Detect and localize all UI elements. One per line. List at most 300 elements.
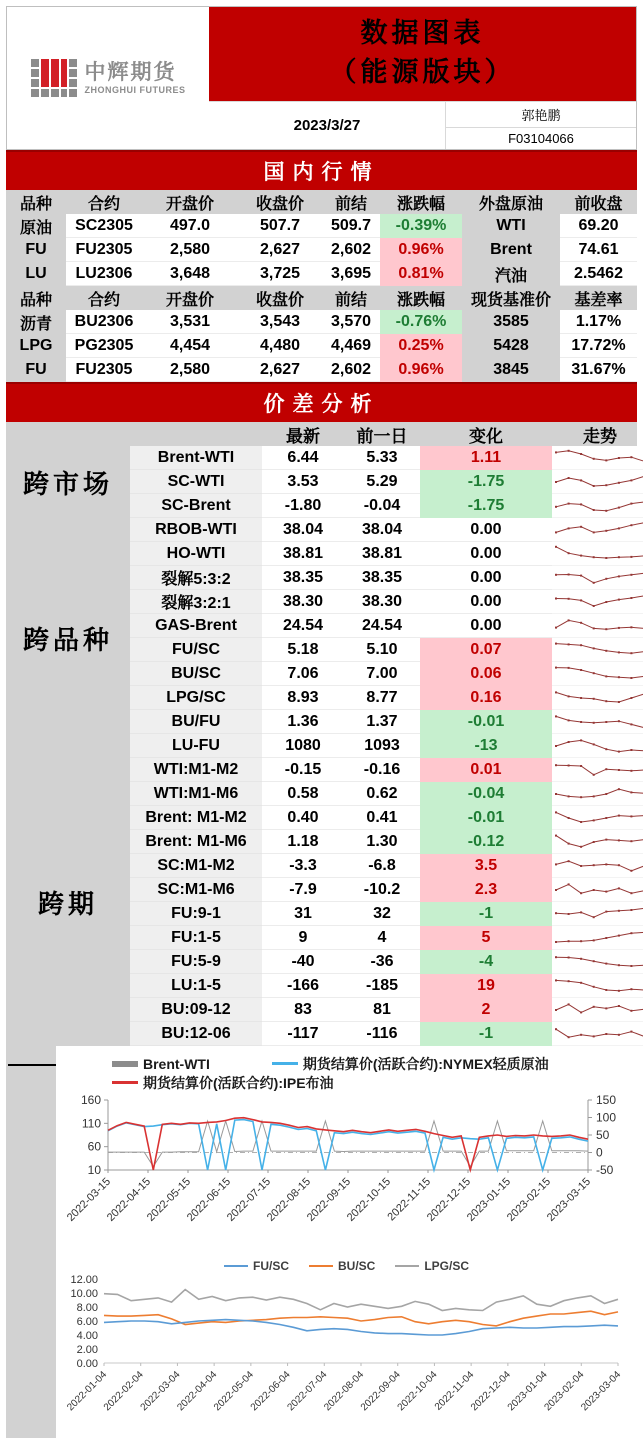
legend-label: BU/SC: [337, 1259, 376, 1274]
svg-text:2.00: 2.00: [76, 1344, 98, 1357]
zhonghui-logo-icon: [31, 59, 77, 97]
spread-trend-cell: [552, 494, 643, 518]
spread-trend-cell: [552, 782, 643, 806]
svg-text:2022-06-04: 2022-06-04: [248, 1369, 293, 1414]
spread-name: WTI:M1-M2: [130, 758, 262, 782]
spread-trend-cell: [552, 686, 643, 710]
spread-change: -13: [420, 734, 552, 758]
svg-text:160: 160: [80, 1093, 101, 1108]
legend-swatch-icon: [112, 1061, 138, 1067]
spread-latest: 1080: [262, 734, 344, 758]
svg-text:2022-02-04: 2022-02-04: [101, 1369, 146, 1414]
spread-trend-cell: [552, 878, 643, 902]
contract-code: BU2306: [66, 310, 142, 334]
spread-latest: 8.93: [262, 686, 344, 710]
spread-change: -1: [420, 902, 552, 926]
spread-change: 1.11: [420, 446, 552, 470]
spread-change: 5: [420, 926, 552, 950]
spread-name: BU:09-12: [130, 998, 262, 1022]
spread-trend-cell: [552, 590, 643, 614]
legend-swatch-icon: [224, 1265, 248, 1267]
svg-text:2022-03-15: 2022-03-15: [64, 1175, 114, 1225]
spread-trend-cell: [552, 926, 643, 950]
legend-label: 期货结算价(活跃合约):IPE布油: [143, 1074, 334, 1091]
spread-name: BU/SC: [130, 662, 262, 686]
spread-column-header-2: 变化: [469, 426, 503, 446]
close-price: 2,627: [238, 238, 322, 262]
legend-item: [272, 1054, 549, 1074]
reference-name: WTI: [496, 217, 526, 235]
spread-previous: 4: [344, 926, 420, 950]
column-header-7: 基差率: [574, 291, 623, 309]
spread-name: SC-Brent: [130, 494, 262, 518]
spread-change: 0.06: [420, 662, 552, 686]
contract-code: SC2305: [66, 214, 142, 238]
svg-text:2022-05-04: 2022-05-04: [212, 1369, 256, 1414]
svg-text:2022-12-15: 2022-12-15: [424, 1175, 474, 1225]
svg-text:2022-07-04: 2022-07-04: [285, 1369, 330, 1414]
svg-text:2023-02-04: 2023-02-04: [542, 1369, 587, 1414]
spread-name: SC:M1-M6: [130, 878, 262, 902]
spread-previous: -36: [344, 950, 420, 974]
spread-latest: -3.3: [262, 854, 344, 878]
price-history-chart: [56, 1092, 636, 1244]
spread-latest: 83: [262, 998, 344, 1022]
reference-name: 5428: [493, 337, 529, 355]
spread-name: FU:1-5: [130, 926, 262, 950]
trend-sparkline: [552, 903, 643, 925]
price-chart-panel: [56, 1046, 637, 1249]
brand-name-cn: 中辉期货: [84, 60, 177, 84]
column-header-5: 涨跌幅: [396, 291, 445, 309]
reference-value: 1.17%: [560, 310, 637, 334]
spread-trend-cell: [552, 854, 643, 878]
spread-change: 19: [420, 974, 552, 998]
trend-sparkline: [552, 927, 643, 949]
svg-text:2022-06-15: 2022-06-15: [184, 1175, 234, 1225]
legend-swatch-icon: [272, 1062, 298, 1065]
report-title: [209, 7, 636, 101]
spread-change: 2: [420, 998, 552, 1022]
ratio-chart-panel: [56, 1249, 637, 1438]
open-price: 2,580: [142, 238, 238, 262]
reference-value: 74.61: [560, 238, 637, 262]
trend-sparkline: [552, 735, 643, 757]
spread-previous: -6.8: [344, 854, 420, 878]
svg-text:2022-10-15: 2022-10-15: [344, 1175, 394, 1225]
spread-trend-cell: [552, 566, 643, 590]
legend-label: LPG/SC: [424, 1259, 469, 1274]
spread-latest: 9: [262, 926, 344, 950]
svg-text:2022-03-04: 2022-03-04: [138, 1369, 183, 1414]
open-price: 3,531: [142, 310, 238, 334]
report-header: [6, 6, 637, 150]
brand-name-en: ZHONGHUI FUTURES: [84, 84, 186, 95]
spread-trend-cell: [552, 974, 643, 998]
close-price: 2,627: [238, 358, 322, 382]
pre-settle-price: 3,570: [322, 310, 380, 334]
open-price: 3,648: [142, 262, 238, 286]
spread-latest: -0.15: [262, 758, 344, 782]
legend-item: [224, 1259, 289, 1273]
trend-sparkline: [552, 1023, 643, 1045]
spread-change: 3.5: [420, 854, 552, 878]
trend-sparkline: [552, 663, 643, 685]
spread-latest: -40: [262, 950, 344, 974]
close-price: 4,480: [238, 334, 322, 358]
table-end-rule: [8, 1064, 56, 1066]
spread-latest: -166: [262, 974, 344, 998]
spread-group-label-0: 跨市场: [22, 468, 113, 499]
pre-settle-price: 4,469: [322, 334, 380, 358]
spread-change: 0.01: [420, 758, 552, 782]
spread-name: 裂解5:3:2: [130, 566, 262, 590]
column-header-6: 现货基准价: [470, 291, 551, 309]
trend-sparkline: [552, 807, 643, 829]
spread-name: BU:12-06: [130, 1022, 262, 1046]
spread-trend-cell: [552, 470, 643, 494]
reference-value: 2.5462: [560, 262, 637, 286]
spread-latest: 38.04: [262, 518, 344, 542]
legend-label: FU/SC: [252, 1259, 289, 1274]
commodity-name: 沥青: [19, 315, 52, 333]
spread-change: -1: [420, 1022, 552, 1046]
spread-trend-cell: [552, 830, 643, 854]
change-percent: 0.96%: [380, 358, 462, 382]
spread-trend-cell: [552, 758, 643, 782]
trend-sparkline: [552, 999, 643, 1021]
legend-item: [309, 1259, 375, 1273]
spread-analysis-table: [6, 422, 637, 1046]
legend-item: [112, 1056, 210, 1072]
spread-previous: 0.41: [344, 806, 420, 830]
spread-latest: 31: [262, 902, 344, 926]
spread-trend-cell: [552, 998, 643, 1022]
analyst-name: 郭艳鹏: [446, 102, 636, 128]
column-header-4: 前结: [334, 195, 367, 213]
reference-name: 汽油: [494, 267, 527, 285]
svg-text:2023-01-04: 2023-01-04: [505, 1369, 550, 1414]
spread-trend-cell: [552, 542, 643, 566]
spread-latest: 1.36: [262, 710, 344, 734]
spread-name: BU/FU: [130, 710, 262, 734]
spread-name: LPG/SC: [130, 686, 262, 710]
svg-text:8.00: 8.00: [76, 1302, 98, 1315]
svg-text:2022-09-15: 2022-09-15: [304, 1175, 354, 1225]
change-percent: 0.96%: [380, 238, 462, 262]
spread-previous: -0.16: [344, 758, 420, 782]
svg-text:2022-07-15: 2022-07-15: [224, 1175, 274, 1225]
legend-swatch-icon: [112, 1081, 138, 1084]
spread-banner: 价差分析: [6, 382, 637, 422]
spread-trend-cell: [552, 734, 643, 758]
contract-code: FU2305: [66, 358, 142, 382]
spread-latest: -7.9: [262, 878, 344, 902]
spread-name: FU/SC: [130, 638, 262, 662]
column-header-1: 合约: [87, 291, 120, 309]
svg-text:2022-12-04: 2022-12-04: [469, 1369, 513, 1414]
spread-name: Brent: M1-M2: [130, 806, 262, 830]
spread-latest: 38.35: [262, 566, 344, 590]
spread-previous: 81: [344, 998, 420, 1022]
svg-text:110: 110: [81, 1116, 101, 1131]
spread-change: -0.04: [420, 782, 552, 806]
svg-text:0.00: 0.00: [76, 1358, 98, 1371]
trend-sparkline: [552, 855, 643, 877]
spread-trend-cell: [552, 710, 643, 734]
svg-text:10.00: 10.00: [70, 1288, 98, 1301]
spread-change: -0.01: [420, 710, 552, 734]
svg-text:2022-08-04: 2022-08-04: [322, 1369, 367, 1414]
spread-name: HO-WTI: [130, 542, 262, 566]
legend-item: [395, 1259, 469, 1273]
spread-previous: 7.00: [344, 662, 420, 686]
spread-previous: 38.04: [344, 518, 420, 542]
svg-text:60: 60: [87, 1139, 101, 1154]
column-header-0: 品种: [19, 195, 52, 213]
spread-name: GAS-Brent: [130, 614, 262, 638]
change-percent: -0.39%: [380, 214, 462, 238]
trend-sparkline: [552, 567, 643, 589]
spread-trend-cell: [552, 806, 643, 830]
column-header-0: 品种: [19, 291, 52, 309]
svg-text:150: 150: [596, 1093, 617, 1108]
spread-change: 0.00: [420, 614, 552, 638]
close-price: 3,725: [238, 262, 322, 286]
spread-name: RBOB-WTI: [130, 518, 262, 542]
change-percent: -0.76%: [380, 310, 462, 334]
change-percent: 0.25%: [380, 334, 462, 358]
reference-name: 3585: [493, 313, 529, 331]
contract-code: FU2305: [66, 238, 142, 262]
spread-change: -0.12: [420, 830, 552, 854]
svg-text:100: 100: [596, 1110, 617, 1125]
svg-text:50: 50: [596, 1128, 610, 1143]
spread-change: -0.01: [420, 806, 552, 830]
spread-change: 0.16: [420, 686, 552, 710]
spread-trend-cell: [552, 638, 643, 662]
spread-name: SC:M1-M2: [130, 854, 262, 878]
trend-sparkline: [552, 591, 643, 613]
spread-trend-cell: [552, 662, 643, 686]
reference-name: Brent: [490, 241, 532, 259]
spread-name: WTI:M1-M6: [130, 782, 262, 806]
svg-text:2022-04-15: 2022-04-15: [104, 1175, 154, 1225]
ratio-history-chart: [56, 1273, 636, 1433]
spread-previous: 5.29: [344, 470, 420, 494]
spread-latest: 38.30: [262, 590, 344, 614]
spread-latest: 38.81: [262, 542, 344, 566]
spread-change: 0.00: [420, 542, 552, 566]
column-header-3: 收盘价: [255, 195, 304, 213]
svg-text:2022-08-15: 2022-08-15: [264, 1175, 314, 1225]
spread-latest: -1.80: [262, 494, 344, 518]
svg-text:2022-11-15: 2022-11-15: [385, 1175, 434, 1224]
spread-change: -1.75: [420, 494, 552, 518]
analyst-block: [445, 102, 636, 149]
spread-trend-cell: [552, 614, 643, 638]
spread-change: 0.00: [420, 518, 552, 542]
spread-previous: 38.30: [344, 590, 420, 614]
price-chart-legend: [56, 1046, 637, 1092]
report-meta: [209, 101, 636, 149]
pre-settle-price: 2,602: [322, 238, 380, 262]
svg-text:2022-11-04: 2022-11-04: [432, 1369, 477, 1414]
column-header-2: 开盘价: [165, 195, 214, 213]
ratio-chart-legend: [56, 1249, 637, 1273]
spread-name: 裂解3:2:1: [130, 590, 262, 614]
reference-name: 3845: [493, 361, 529, 379]
spread-previous: 1093: [344, 734, 420, 758]
spread-trend-cell: [552, 446, 643, 470]
pre-settle-price: 509.7: [322, 214, 380, 238]
trend-sparkline: [552, 495, 643, 517]
svg-text:0: 0: [596, 1145, 603, 1160]
svg-text:10: 10: [87, 1163, 101, 1178]
spread-previous: 8.77: [344, 686, 420, 710]
trend-sparkline: [552, 783, 643, 805]
svg-text:2022-05-15: 2022-05-15: [144, 1175, 194, 1225]
close-price: 507.7: [238, 214, 322, 238]
column-header-7: 前收盘: [574, 195, 623, 213]
spread-group-label-2: 跨期: [37, 888, 98, 919]
legend-label: Brent-WTI: [143, 1055, 210, 1072]
spread-previous: -10.2: [344, 878, 420, 902]
trend-sparkline: [552, 831, 643, 853]
domestic-quotes-table: [6, 190, 637, 286]
commodity-name: 原油: [19, 219, 52, 237]
report-title-line2: （能源版块）: [329, 57, 516, 88]
spread-latest: 5.18: [262, 638, 344, 662]
spread-name: Brent: M1-M6: [130, 830, 262, 854]
spread-latest: 1.18: [262, 830, 344, 854]
legend-swatch-icon: [309, 1265, 333, 1267]
svg-text:2023-03-15: 2023-03-15: [544, 1175, 594, 1225]
spread-trend-cell: [552, 902, 643, 926]
svg-text:6.00: 6.00: [76, 1316, 98, 1329]
column-header-3: 收盘价: [255, 291, 304, 309]
svg-text:2022-01-04: 2022-01-04: [65, 1369, 110, 1414]
open-price: 497.0: [142, 214, 238, 238]
spread-previous: 1.30: [344, 830, 420, 854]
spread-group-label-1: 跨品种: [22, 624, 113, 655]
trend-sparkline: [552, 687, 643, 709]
open-price: 4,454: [142, 334, 238, 358]
contract-code: LU2306: [66, 262, 142, 286]
spread-trend-cell: [552, 950, 643, 974]
column-header-4: 前结: [334, 291, 367, 309]
spread-column-header-3: 走势: [583, 426, 617, 446]
spread-change: -1.75: [420, 470, 552, 494]
spread-name: SC-WTI: [130, 470, 262, 494]
report-sheet: [6, 6, 637, 1438]
brand-block: [7, 7, 209, 149]
spread-change: 0.00: [420, 590, 552, 614]
spread-previous: 0.62: [344, 782, 420, 806]
analyst-license: F03104066: [508, 131, 574, 147]
spread-latest: 0.40: [262, 806, 344, 830]
contract-code: PG2305: [66, 334, 142, 358]
reference-value: 31.67%: [560, 358, 637, 382]
spread-previous: -116: [344, 1022, 420, 1046]
spread-previous: 32: [344, 902, 420, 926]
trend-sparkline: [552, 447, 643, 469]
spread-latest: -117: [262, 1022, 344, 1046]
legend-label: 期货结算价(活跃合约):NYMEX轻质原油: [302, 1055, 549, 1072]
spread-trend-cell: [552, 1022, 643, 1046]
svg-text:2023-01-15: 2023-01-15: [464, 1175, 514, 1225]
svg-text:2022-04-04: 2022-04-04: [175, 1369, 220, 1414]
spread-previous: 24.54: [344, 614, 420, 638]
spread-name: FU:5-9: [130, 950, 262, 974]
spread-name: Brent-WTI: [130, 446, 262, 470]
svg-text:4.00: 4.00: [76, 1330, 98, 1343]
basis-quotes-table: [6, 286, 637, 382]
legend-row: [112, 1073, 637, 1092]
spread-change: 0.07: [420, 638, 552, 662]
legend-item: [112, 1073, 334, 1093]
spread-previous: -185: [344, 974, 420, 998]
spread-previous: 5.33: [344, 446, 420, 470]
trend-sparkline: [552, 879, 643, 901]
report-title-line1: 数据图表: [360, 18, 485, 48]
spread-latest: 3.53: [262, 470, 344, 494]
svg-text:-50: -50: [596, 1163, 614, 1178]
commodity-name: LU: [25, 265, 47, 283]
commodity-name: FU: [25, 241, 47, 259]
report-date: 2023/3/27: [293, 117, 361, 135]
reference-value: 69.20: [560, 214, 637, 238]
commodity-name: LPG: [19, 337, 53, 355]
reference-value: 17.72%: [560, 334, 637, 358]
domestic-banner: 国内行情: [6, 150, 637, 190]
spread-trend-cell: [552, 518, 643, 542]
spread-previous: 1.37: [344, 710, 420, 734]
legend-row: [112, 1054, 637, 1073]
spread-latest: 7.06: [262, 662, 344, 686]
spread-name: LU:1-5: [130, 974, 262, 998]
spread-column-header-0: 最新: [286, 426, 320, 446]
spread-previous: -0.04: [344, 494, 420, 518]
column-header-5: 涨跌幅: [396, 195, 445, 213]
spread-latest: 6.44: [262, 446, 344, 470]
trend-sparkline: [552, 543, 643, 565]
spread-change: 0.00: [420, 566, 552, 590]
spread-change: -4: [420, 950, 552, 974]
spread-previous: 38.35: [344, 566, 420, 590]
column-header-1: 合约: [87, 195, 120, 213]
trend-sparkline: [552, 975, 643, 997]
svg-text:12.00: 12.00: [70, 1274, 98, 1287]
change-percent: 0.81%: [380, 262, 462, 286]
spread-latest: 24.54: [262, 614, 344, 638]
svg-text:2023-03-04: 2023-03-04: [579, 1369, 624, 1414]
spread-previous: 38.81: [344, 542, 420, 566]
trend-sparkline: [552, 711, 643, 733]
spread-previous: 5.10: [344, 638, 420, 662]
trend-sparkline: [552, 951, 643, 973]
svg-text:2022-10-04: 2022-10-04: [395, 1369, 440, 1414]
spread-latest: 0.58: [262, 782, 344, 806]
commodity-name: FU: [25, 361, 47, 379]
close-price: 3,543: [238, 310, 322, 334]
spread-name: FU:9-1: [130, 902, 262, 926]
open-price: 2,580: [142, 358, 238, 382]
trend-sparkline: [552, 471, 643, 493]
spread-column-header-1: 前一日: [356, 426, 408, 446]
trend-sparkline: [552, 639, 643, 661]
column-header-2: 开盘价: [165, 291, 214, 309]
